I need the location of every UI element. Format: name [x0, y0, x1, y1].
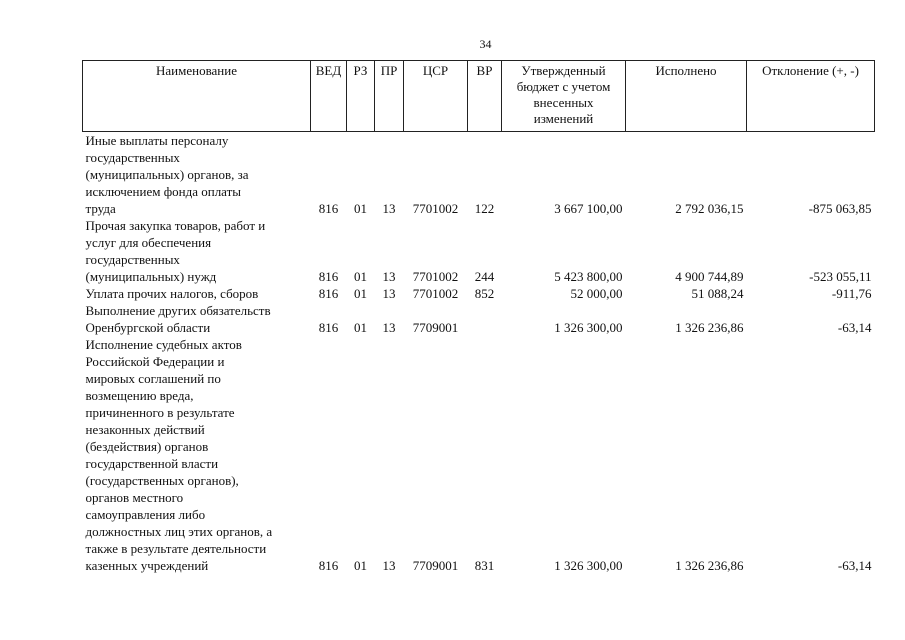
- row-executed: 1 326 236,86: [675, 558, 744, 573]
- row-name-line: государственных: [85, 150, 180, 165]
- row-name-line: незаконных действий: [85, 422, 205, 437]
- row-name-line: также в результате деятельности: [85, 541, 267, 556]
- row-executed: 1 326 236,86: [675, 320, 744, 335]
- row-ved: 816: [318, 201, 339, 216]
- row-vr: 122: [474, 201, 495, 216]
- row-vr: 852: [474, 286, 495, 301]
- budget-table: [82, 60, 875, 574]
- table-body: [83, 132, 875, 575]
- row-csr: 7701002: [412, 269, 459, 284]
- row-name-line: Прочая закупка товаров, работ и: [85, 218, 266, 233]
- row-csr: 7701002: [412, 201, 459, 216]
- row-deviation: -63,14: [837, 558, 872, 573]
- table-row: [83, 132, 875, 218]
- row-ved: 816: [318, 320, 339, 335]
- row-executed: 4 900 744,89: [675, 269, 744, 284]
- row-name-line: исключением фонда оплаты: [85, 184, 242, 199]
- page-number: 34: [479, 37, 492, 51]
- row-name-line: услуг для обеспечения: [85, 235, 212, 250]
- row-approved: 3 667 100,00: [554, 201, 623, 216]
- row-pr: 13: [382, 201, 396, 216]
- row-name: [83, 132, 311, 218]
- header-csr: ЦСР: [404, 61, 468, 132]
- row-approved: 52 000,00: [570, 286, 623, 301]
- row-name-line: государственных: [85, 252, 180, 267]
- row-name-line: государственной власти: [85, 456, 219, 471]
- header-rz: РЗ: [347, 61, 375, 132]
- row-name-line: (муниципальных) органов, за: [85, 167, 249, 182]
- row-rz: 01: [354, 201, 367, 216]
- table-row: [83, 285, 875, 302]
- row-name: [83, 285, 311, 302]
- row-rz: 01: [354, 286, 367, 301]
- header-executed: Исполнено: [626, 61, 747, 132]
- row-ved: 816: [318, 286, 339, 301]
- row-rz: 01: [354, 320, 367, 335]
- row-pr: 13: [382, 320, 396, 335]
- header-approved: Утвержденный бюджет с учетом внесенных изменений: [502, 61, 626, 132]
- header-pr: ПР: [375, 61, 404, 132]
- row-csr: 7701002: [412, 286, 459, 301]
- row-rz: 01: [354, 269, 367, 284]
- row-csr: 7709001: [412, 558, 459, 573]
- row-name-line: труда: [85, 201, 116, 216]
- row-name-line: должностных лиц этих органов, а: [85, 524, 273, 539]
- row-approved: 1 326 300,00: [554, 558, 623, 573]
- row-name-line: (муниципальных) нужд: [85, 269, 217, 284]
- table-row: [83, 302, 875, 336]
- row-name-line: Оренбургской области: [85, 320, 211, 335]
- row-csr: 7709001: [412, 320, 459, 335]
- row-deviation: -523 055,11: [809, 269, 872, 284]
- row-executed: 51 088,24: [691, 286, 744, 301]
- row-name-line: казенных учреждений: [85, 558, 209, 573]
- row-executed: 2 792 036,15: [675, 201, 744, 216]
- row-name-line: Уплата прочих налогов, сборов: [85, 286, 259, 301]
- row-name-line: (государственных органов),: [85, 473, 239, 488]
- row-vr: 831: [474, 558, 495, 573]
- row-vr: 244: [474, 269, 495, 284]
- row-name-line: возмещению вреда,: [85, 388, 194, 403]
- row-name: [83, 302, 311, 336]
- row-pr: 13: [382, 286, 396, 301]
- row-deviation: -875 063,85: [808, 201, 872, 216]
- row-name-line: Исполнение судебных актов: [85, 337, 242, 352]
- row-pr: 13: [382, 558, 396, 573]
- row-approved: 5 423 800,00: [554, 269, 623, 284]
- row-name-line: (бездействия) органов: [85, 439, 209, 454]
- row-deviation: -63,14: [837, 320, 872, 335]
- row-name-line: Российской Федерации и: [85, 354, 225, 369]
- row-name-line: мировых соглашений по: [85, 371, 221, 386]
- table-row: [83, 217, 875, 285]
- row-pr: 13: [382, 269, 396, 284]
- row-name-line: самоуправления либо: [85, 507, 206, 522]
- table-header-row: [83, 61, 875, 132]
- header-name: Наименование: [83, 61, 311, 132]
- row-name: [83, 336, 311, 574]
- row-vr: [468, 302, 502, 336]
- row-name-line: органов местного: [85, 490, 184, 505]
- header-ved: ВЕД: [311, 61, 347, 132]
- row-name: [83, 217, 311, 285]
- row-name-line: Выполнение других обязательств: [85, 303, 271, 318]
- row-deviation: -911,76: [831, 286, 872, 301]
- row-name-line: причиненного в результате: [85, 405, 235, 420]
- header-deviation: Отклонение (+, -): [747, 61, 875, 132]
- row-rz: 01: [354, 558, 367, 573]
- table-row: [83, 336, 875, 574]
- header-vr: ВР: [468, 61, 502, 132]
- row-ved: 816: [318, 269, 339, 284]
- row-name-line: Иные выплаты персоналу: [85, 133, 229, 148]
- row-approved: 1 326 300,00: [554, 320, 623, 335]
- row-ved: 816: [318, 558, 339, 573]
